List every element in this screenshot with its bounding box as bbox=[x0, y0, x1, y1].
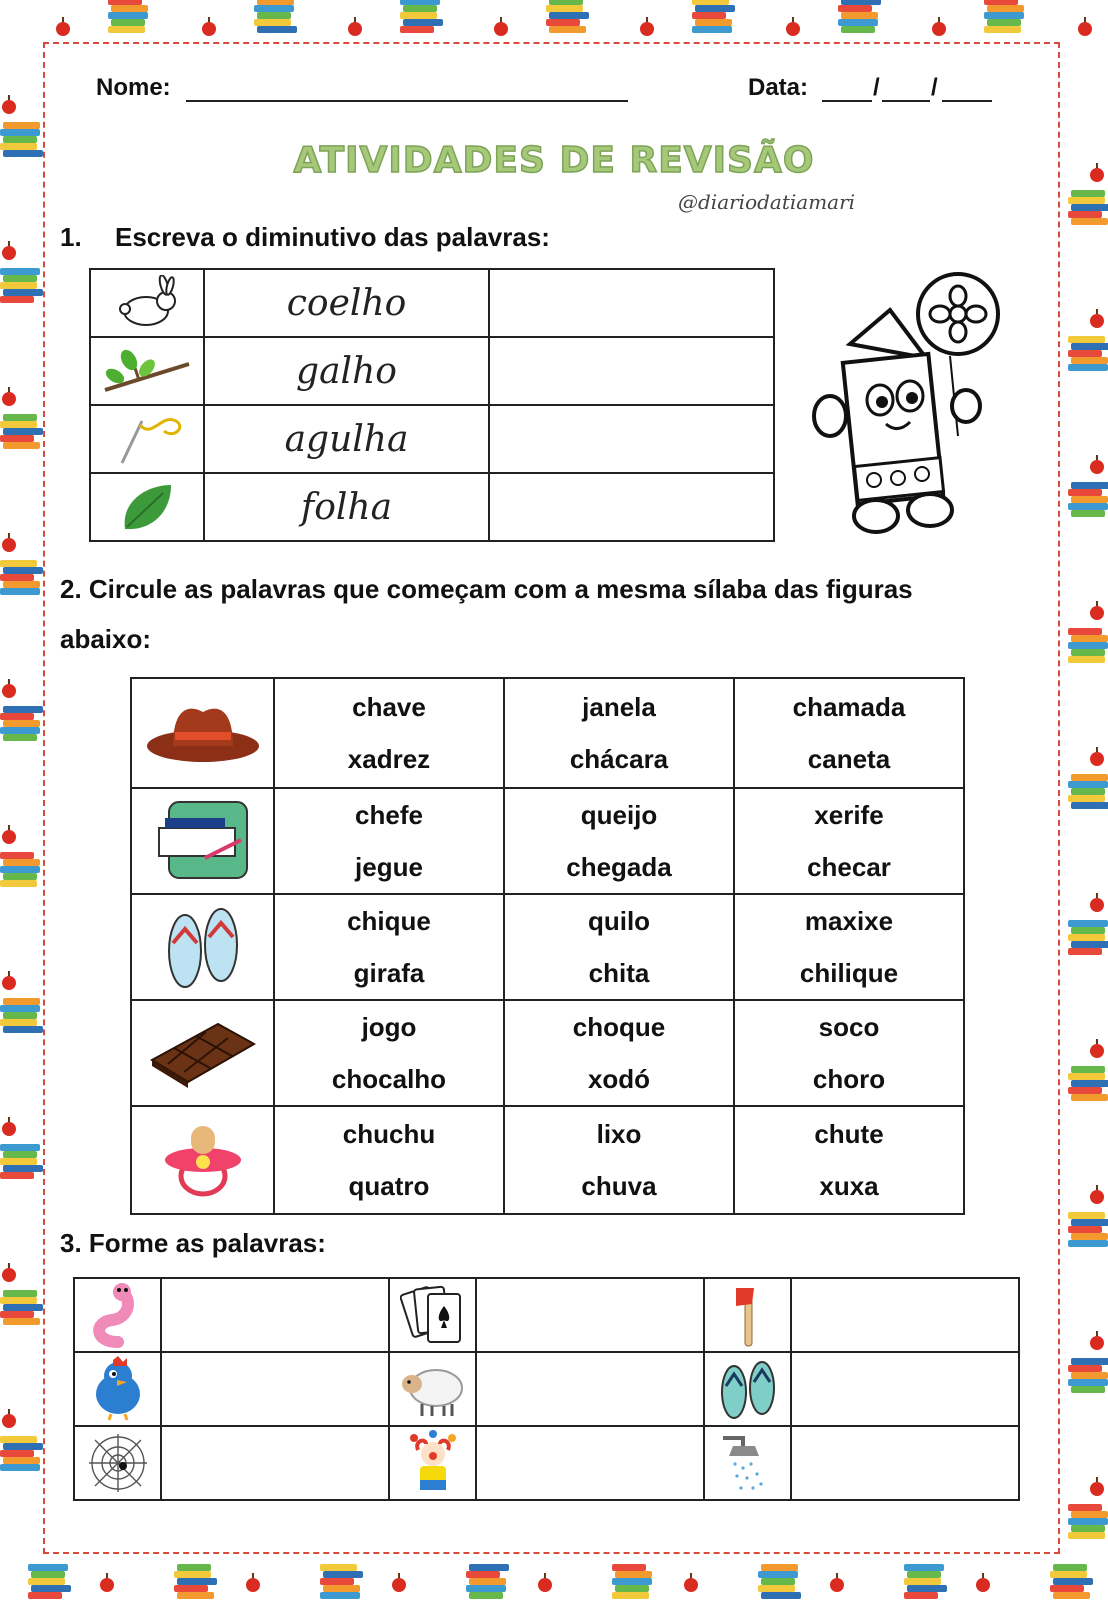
leaf-icon bbox=[90, 473, 204, 541]
date-month-blank[interactable] bbox=[882, 100, 930, 102]
q2-word[interactable]: checar bbox=[807, 852, 891, 882]
q2-word[interactable]: chique bbox=[347, 906, 431, 936]
q2-word[interactable]: jegue bbox=[355, 852, 423, 882]
book-stack-icon bbox=[108, 0, 148, 34]
book-stack-icon bbox=[174, 1562, 214, 1600]
q1-number: 1. bbox=[60, 222, 82, 252]
sheep-icon bbox=[389, 1352, 476, 1426]
book-stack-icon bbox=[1068, 772, 1108, 810]
name-blank[interactable] bbox=[186, 100, 628, 102]
q1-word: folha bbox=[204, 473, 489, 541]
book-stack-icon bbox=[0, 1142, 40, 1180]
book-stack-icon bbox=[0, 704, 40, 742]
q2-word[interactable]: girafa bbox=[353, 958, 425, 988]
apple-icon bbox=[1090, 1190, 1104, 1204]
apple-icon bbox=[640, 22, 654, 36]
apple-icon bbox=[1078, 22, 1092, 36]
q1-table bbox=[89, 268, 775, 542]
clown-icon bbox=[389, 1426, 476, 1500]
apple-icon bbox=[1090, 606, 1104, 620]
hat-icon bbox=[131, 678, 274, 788]
q1-answer-cell[interactable] bbox=[489, 269, 774, 337]
book-stack-icon bbox=[320, 1562, 360, 1600]
book-stack-icon bbox=[1050, 1562, 1090, 1600]
book-stack-icon bbox=[692, 0, 732, 34]
book-stack-icon bbox=[758, 1562, 798, 1600]
q3-answer-cell[interactable] bbox=[476, 1278, 704, 1352]
apple-icon bbox=[538, 1578, 552, 1592]
q1-word: agulha bbox=[204, 405, 489, 473]
apple-icon bbox=[1090, 1482, 1104, 1496]
q2-word[interactable]: chácara bbox=[569, 744, 669, 774]
q2-word[interactable]: xerife bbox=[814, 800, 884, 830]
book-stack-icon bbox=[0, 850, 40, 888]
date-year-blank[interactable] bbox=[942, 100, 992, 102]
q1-answer-cell[interactable] bbox=[489, 405, 774, 473]
q2-word[interactable]: chave bbox=[352, 692, 426, 722]
q2-word[interactable]: lixo bbox=[596, 1119, 642, 1149]
apple-icon bbox=[2, 1414, 16, 1428]
q3-table bbox=[73, 1277, 1020, 1501]
book-stack-icon bbox=[466, 1562, 506, 1600]
q2-prompt-line1: 2. Circule as palavras que começam com a mesma sílaba das figuras bbox=[60, 574, 913, 604]
q2-word[interactable]: choque bbox=[572, 1012, 666, 1042]
apple-icon bbox=[786, 22, 800, 36]
apple-icon bbox=[684, 1578, 698, 1592]
date-day-blank[interactable] bbox=[822, 100, 872, 102]
q2-word[interactable]: chuva bbox=[581, 1171, 657, 1201]
q1-prompt: Escreva o diminutivo das palavras: bbox=[115, 222, 550, 252]
q2-word[interactable]: jogo bbox=[361, 1012, 417, 1042]
q2-word[interactable]: chegada bbox=[566, 852, 672, 882]
q2-word[interactable]: xadrez bbox=[347, 744, 431, 774]
q3-answer-cell[interactable] bbox=[791, 1278, 1019, 1352]
axe-icon bbox=[704, 1278, 791, 1352]
q2-word[interactable]: caneta bbox=[807, 744, 891, 774]
pencil-mascot-illustration bbox=[800, 266, 1010, 538]
q3-answer-cell[interactable] bbox=[161, 1278, 389, 1352]
apple-icon bbox=[1090, 752, 1104, 766]
chocolate-icon bbox=[131, 1000, 274, 1106]
book-stack-icon bbox=[0, 558, 40, 596]
apple-icon bbox=[976, 1578, 990, 1592]
q2-table bbox=[130, 677, 965, 1215]
left-border-decoration bbox=[0, 40, 44, 1556]
q2-word[interactable]: chocalho bbox=[331, 1064, 447, 1094]
apple-icon bbox=[202, 22, 216, 36]
book-stack-icon bbox=[1068, 188, 1108, 226]
book-stack-icon bbox=[0, 412, 40, 450]
apple-icon bbox=[2, 392, 16, 406]
book-stack-icon bbox=[612, 1562, 652, 1600]
apple-icon bbox=[2, 100, 16, 114]
date-separator: / bbox=[873, 74, 880, 101]
q2-prompt-line2: abaixo: bbox=[60, 624, 152, 654]
q2-word[interactable]: chute bbox=[814, 1119, 884, 1149]
pacifier-icon bbox=[131, 1106, 274, 1214]
playing-cards-icon bbox=[389, 1278, 476, 1352]
date-label: Data: bbox=[748, 74, 809, 101]
q2-word[interactable]: quatro bbox=[348, 1171, 430, 1201]
apple-icon bbox=[56, 22, 70, 36]
apple-icon bbox=[1090, 898, 1104, 912]
branch-icon bbox=[90, 337, 204, 405]
q3-prompt: 3. Forme as palavras: bbox=[60, 1228, 326, 1258]
apple-icon bbox=[2, 684, 16, 698]
book-stack-icon bbox=[0, 266, 40, 304]
q2-word[interactable]: chita bbox=[588, 958, 650, 988]
book-stack-icon bbox=[1068, 1210, 1108, 1248]
q3-answer-cell[interactable] bbox=[791, 1426, 1019, 1500]
date-separator: / bbox=[931, 74, 938, 101]
apple-icon bbox=[932, 22, 946, 36]
apple-icon bbox=[2, 1268, 16, 1282]
name-label: Nome: bbox=[96, 74, 171, 101]
apple-icon bbox=[2, 538, 16, 552]
apple-icon bbox=[1090, 314, 1104, 328]
apple-icon bbox=[1090, 1044, 1104, 1058]
apple-icon bbox=[392, 1578, 406, 1592]
book-stack-icon bbox=[1068, 1356, 1108, 1394]
book-stack-icon bbox=[1068, 626, 1108, 664]
q2-word[interactable]: choro bbox=[812, 1064, 886, 1094]
q3-answer-cell[interactable] bbox=[791, 1352, 1019, 1426]
worm-icon bbox=[74, 1278, 161, 1352]
page-title: ATIVIDADES DE REVISÃO bbox=[293, 140, 815, 181]
right-border-decoration bbox=[1062, 40, 1108, 1556]
book-stack-icon bbox=[254, 0, 294, 34]
book-stack-icon bbox=[546, 0, 586, 34]
chicken-icon bbox=[74, 1352, 161, 1426]
book-stack-icon bbox=[1068, 334, 1108, 372]
shower-icon bbox=[704, 1426, 791, 1500]
q2-word[interactable]: chilique bbox=[799, 958, 899, 988]
apple-icon bbox=[348, 22, 362, 36]
apple-icon bbox=[2, 1122, 16, 1136]
book-stack-icon bbox=[1068, 918, 1108, 956]
q3-answer-cell[interactable] bbox=[161, 1352, 389, 1426]
q2-word[interactable]: quilo bbox=[587, 906, 651, 936]
author-handle: @diariodatiamari bbox=[678, 190, 856, 214]
book-stack-icon bbox=[0, 1288, 40, 1326]
rabbit-icon bbox=[90, 269, 204, 337]
q2-word[interactable]: soco bbox=[818, 1012, 880, 1042]
apple-icon bbox=[1090, 460, 1104, 474]
q2-word[interactable]: xuxa bbox=[819, 1171, 879, 1201]
apple-icon bbox=[494, 22, 508, 36]
q2-word[interactable]: maxixe bbox=[804, 906, 894, 936]
apple-icon bbox=[2, 830, 16, 844]
top-border-decoration bbox=[0, 0, 1108, 40]
q2-word[interactable]: chamada bbox=[792, 692, 906, 722]
apple-icon bbox=[2, 246, 16, 260]
bottom-border-decoration bbox=[0, 1556, 1108, 1600]
q1-answer-cell[interactable] bbox=[489, 337, 774, 405]
q3-answer-cell[interactable] bbox=[476, 1426, 704, 1500]
book-stack-icon bbox=[1068, 1064, 1108, 1102]
q2-word[interactable]: chefe bbox=[355, 800, 423, 830]
spider-web-icon bbox=[74, 1426, 161, 1500]
q1-word: galho bbox=[204, 337, 489, 405]
book-stack-icon bbox=[1068, 1502, 1108, 1540]
apple-icon bbox=[830, 1578, 844, 1592]
checkbook-icon bbox=[131, 788, 274, 894]
book-stack-icon bbox=[904, 1562, 944, 1600]
q2-word[interactable]: xodó bbox=[587, 1064, 651, 1094]
apple-icon bbox=[2, 976, 16, 990]
needle-icon bbox=[90, 405, 204, 473]
book-stack-icon bbox=[28, 1562, 68, 1600]
q2-word[interactable]: janela bbox=[582, 692, 656, 722]
q2-word[interactable]: chuchu bbox=[342, 1119, 436, 1149]
book-stack-icon bbox=[400, 0, 440, 34]
q2-word[interactable]: queijo bbox=[580, 800, 658, 830]
apple-icon bbox=[100, 1578, 114, 1592]
q3-answer-cell[interactable] bbox=[476, 1352, 704, 1426]
apple-icon bbox=[1090, 1336, 1104, 1350]
q1-word: coelho bbox=[204, 269, 489, 337]
book-stack-icon bbox=[1068, 480, 1108, 518]
book-stack-icon bbox=[0, 996, 40, 1034]
book-stack-icon bbox=[838, 0, 878, 34]
flip-flops-icon bbox=[131, 894, 274, 1000]
flip-flops-icon bbox=[704, 1352, 791, 1426]
apple-icon bbox=[246, 1578, 260, 1592]
book-stack-icon bbox=[984, 0, 1024, 34]
book-stack-icon bbox=[0, 1434, 40, 1472]
q1-answer-cell[interactable] bbox=[489, 473, 774, 541]
q3-answer-cell[interactable] bbox=[161, 1426, 389, 1500]
